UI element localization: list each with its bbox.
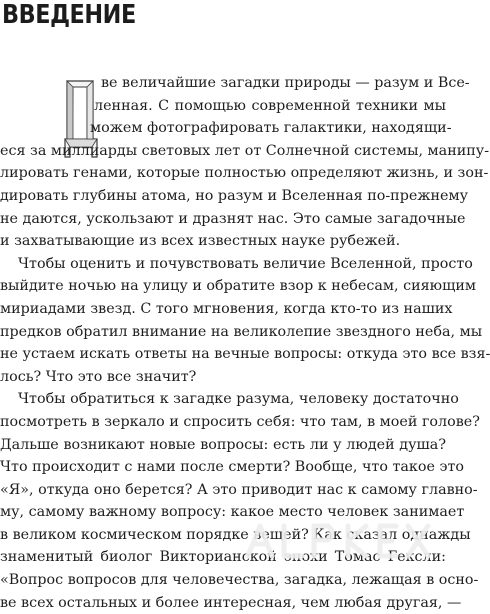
text-line: и захватывающие из всех известных науке рубежей. xyxy=(0,233,401,250)
text-line: Чтобы оценить и почувствовать величие Вселенной, просто xyxy=(18,255,473,272)
body-text xyxy=(0,72,490,614)
text-line: еся за миллиарды световых лет от Солнечной системы, манипу- xyxy=(0,142,490,159)
text-line: му, самому важному вопросу: какое место человек занимает xyxy=(0,504,465,521)
chapter-heading: ВВЕДЕНИЕ xyxy=(2,0,136,30)
text-line: «Вопрос вопросов для человечества, загадка, лежащая в осно- xyxy=(0,572,479,589)
text-line: предков обратил внимание на великолепие звездного неба, мы xyxy=(0,323,483,340)
text-line: мириадами звезд. С того мгновения, когда кто-то из наших xyxy=(0,300,453,317)
text-line: ве всех остальных и более интересная, чем любая другая, — xyxy=(0,594,462,611)
text-line: ве величайшие загадки природы — разум и Все- xyxy=(101,75,470,91)
text-line: Дальше возникают новые вопросы: есть ли у людей душа? xyxy=(0,436,446,453)
text-line: лось? Что это все значит? xyxy=(0,368,197,385)
text-line: «Я», откуда оно берется? А это приводит нас к самому главно- xyxy=(0,481,478,498)
text-line: в великом космическом порядке вещей? Как сказал однажды xyxy=(0,526,471,543)
text-line: не даются, ускользают и дразнят нас. Это самые загадочные xyxy=(0,210,466,227)
text-line: можем фотографировать галактики, находящи- xyxy=(90,120,452,137)
text-line: выйдите ночью на улицу и обратите взор к небесам, сияющим xyxy=(0,278,477,295)
text-line: посмотреть в зеркало и спросить себя: что там, в моей голове? xyxy=(0,413,480,430)
text-line: дировать глубины атома, но разум и Вселенная по-прежнему xyxy=(0,187,468,204)
text-line: Что происходит с нами после смерти? Вообще, что такое это xyxy=(0,459,464,476)
text-line: не устаем искать ответы на вечные вопросы: откуда это все взя- xyxy=(0,346,490,363)
text-line: знаменитый биолог Викторианской эпохи Томас Гексли: xyxy=(0,549,446,566)
text-line: Чтобы обратиться к загадке разума, человеку достаточно xyxy=(18,391,459,408)
text-line: лировать генами, которые полностью определяют жизнь, и зон- xyxy=(0,165,489,182)
text-line: ленная. С помощью современной техники мы xyxy=(94,97,446,114)
